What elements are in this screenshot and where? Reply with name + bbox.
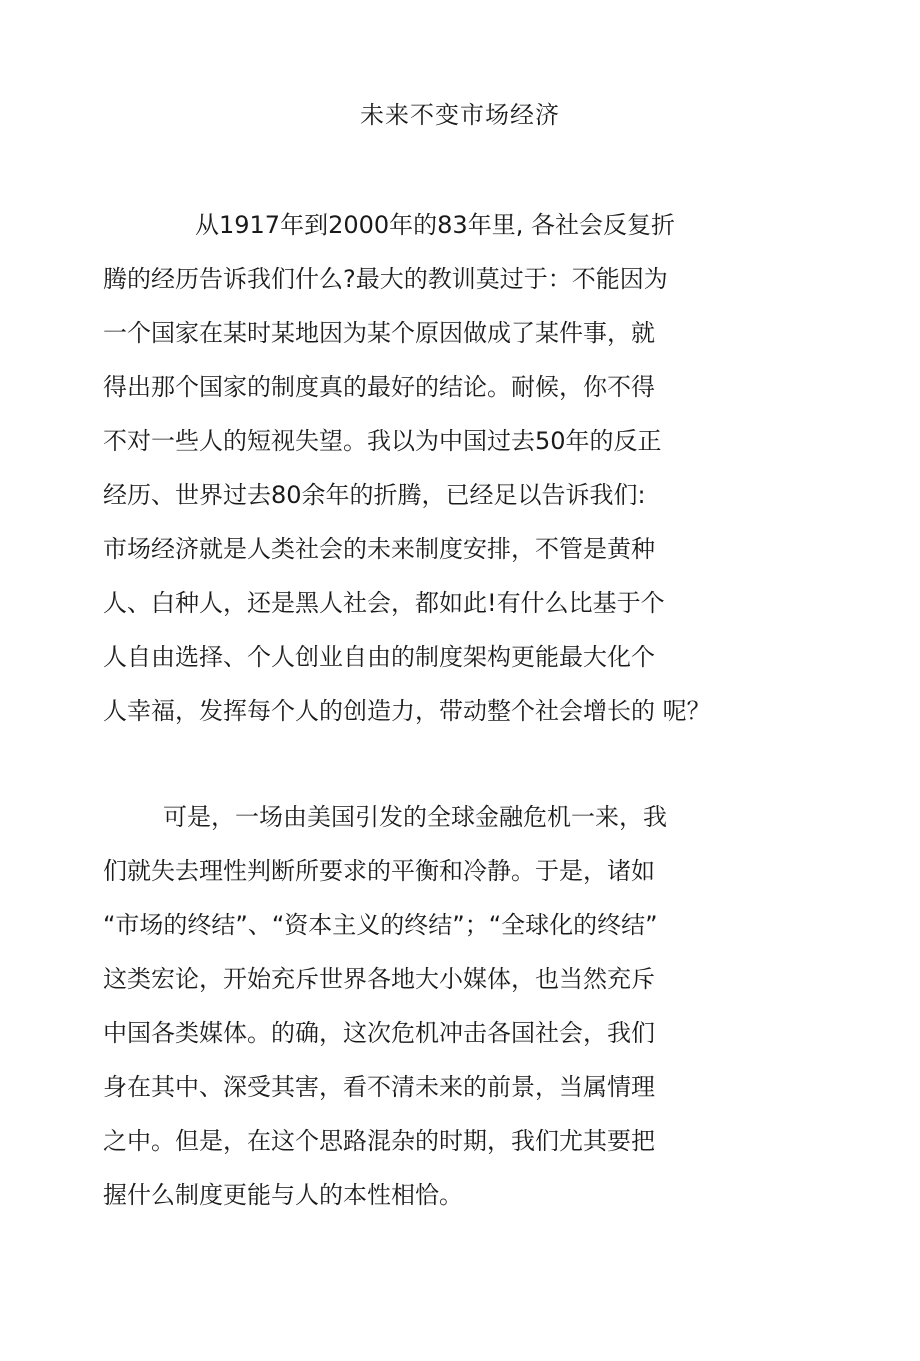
paragraph-2-line-6: 身在其中、深受其害，看不清未来的前景，当属情理 <box>103 1073 655 1101</box>
paragraph-1-line-4: 得出那个国家的制度真的最好的结论。耐候，你不得 <box>103 373 655 401</box>
paragraph-2-line-5: 中国各类媒体。的确，这次危机冲击各国社会，我们 <box>103 1019 655 1047</box>
paragraph-1-line-6: 经历、世界过去80余年的折腾，已经足以告诉我们: <box>103 481 646 509</box>
document-title: 未来不变市场经济 <box>360 101 560 129</box>
paragraph-1-line-3: 一个国家在某时某地因为某个原因做成了某件事，就 <box>103 319 655 347</box>
paragraph-2-line-8: 握什么制度更能与人的本性相恰。 <box>103 1181 463 1209</box>
paragraph-2-line-3: “市场的终结”、“资本主义的终结”；“全球化的终结” <box>103 911 658 939</box>
paragraph-1-line-10: 人幸福，发挥每个人的创造力，带动整个社会增长的 呢？ <box>103 697 711 725</box>
paragraph-1-line-5: 不对一些人的短视失望。我以为中国过去50年的反正 <box>103 427 662 455</box>
paragraph-2-line-1: 可是，一场由美国引发的全球金融危机一来，我 <box>163 803 667 831</box>
paragraph-2-line-7: 之中。但是，在这个思路混杂的时期，我们尤其要把 <box>103 1127 655 1155</box>
paragraph-1-line-8: 人、白种人，还是黑人社会，都如此!有什么比基于个 <box>103 589 665 617</box>
paragraph-1-line-1: 从1917年到2000年的83年里, 各社会反复折 <box>195 211 675 239</box>
paragraph-2-line-4: 这类宏论，开始充斥世界各地大小媒体，也当然充斥 <box>103 965 655 993</box>
paragraph-1-line-9: 人自由选择、个人创业自由的制度架构更能最大化个 <box>103 643 655 671</box>
paragraph-1-line-2: 腾的经历告诉我们什么?最大的教训莫过于：不能因为 <box>103 265 668 293</box>
paragraph-1-line-7: 市场经济就是人类社会的未来制度安排，不管是黄种 <box>103 535 655 563</box>
paragraph-2-line-2: 们就失去理性判断所要求的平衡和冷静。于是，诸如 <box>103 857 655 885</box>
